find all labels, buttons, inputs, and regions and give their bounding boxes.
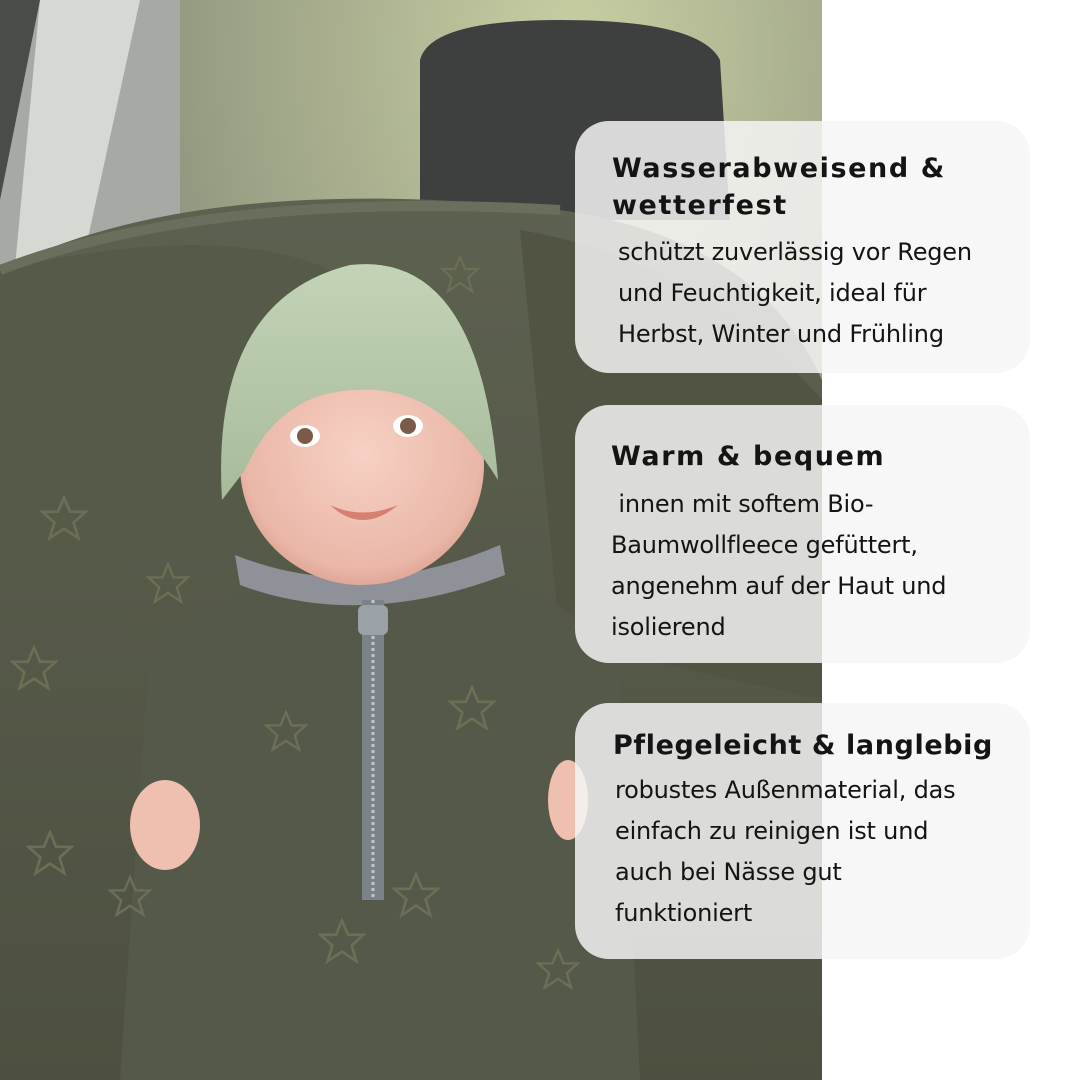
feature-text-line: und Feuchtigkeit, ideal für <box>618 279 927 307</box>
feature-text-line: einfach zu reinigen ist und <box>615 817 929 845</box>
feature-text-line: Herbst, Winter und Frühling <box>618 320 944 348</box>
feature-text-line: isolierend <box>611 613 726 641</box>
feature-card-warm-comfortable <box>575 405 1030 663</box>
feature-text-line: funktioniert <box>615 899 753 927</box>
feature-card-easy-care <box>575 703 1030 959</box>
feature-text-line: angenehm auf der Haut und <box>611 572 947 600</box>
feature-title: Pflegeleicht & langlebig <box>613 730 993 761</box>
feature-text-line: robustes Außenmaterial, das <box>615 776 956 804</box>
feature-text-line: auch bei Nässe gut <box>615 858 842 886</box>
feature-text-line: schützt zuverlässig vor Regen <box>618 238 972 266</box>
feature-text-line: Baumwollfleece gefüttert, <box>611 531 918 559</box>
feature-text-line: innen mit softem Bio- <box>611 490 874 518</box>
feature-card-water-repellent <box>575 121 1030 373</box>
feature-title: Warm & bequem <box>611 441 886 472</box>
feature-title: Wasserabweisend & wetterfest <box>612 153 946 221</box>
